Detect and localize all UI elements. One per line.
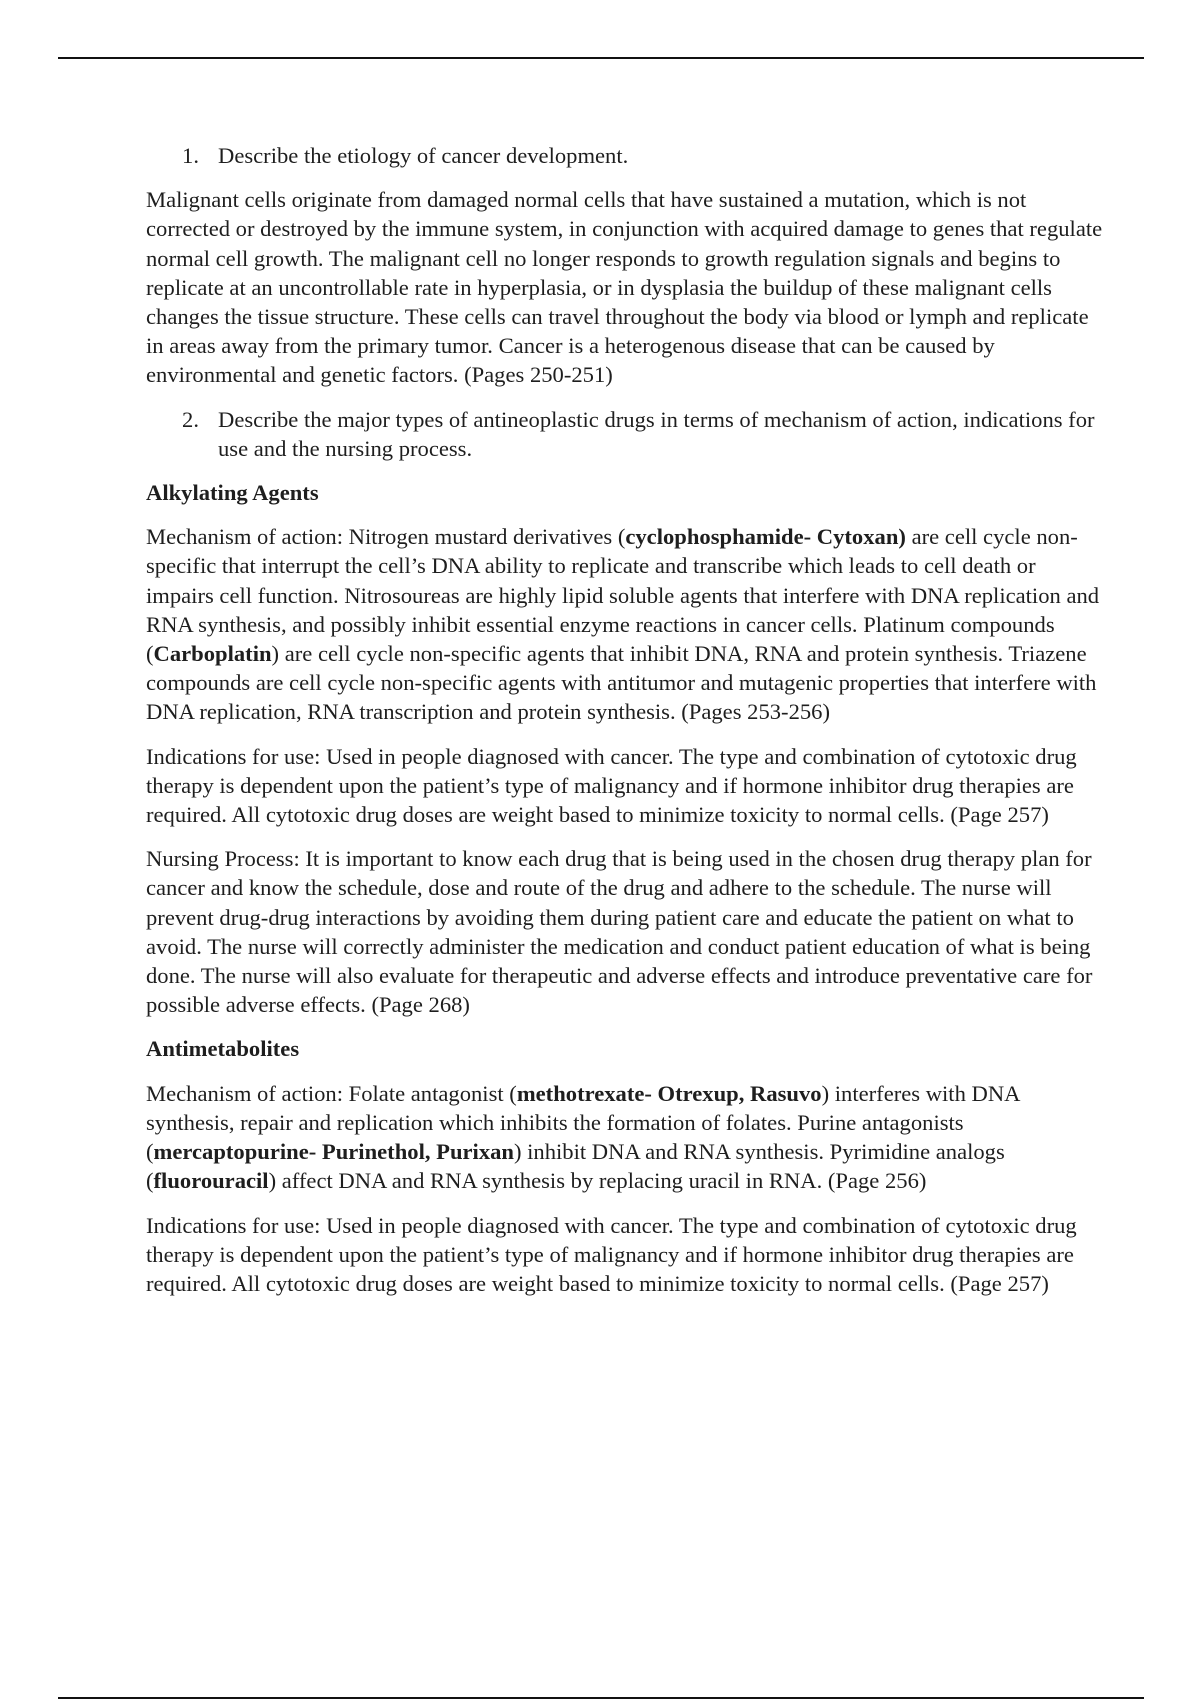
list-item-text: Describe the etiology of cancer development. (218, 143, 629, 168)
alkylating-heading: Alkylating Agents (146, 480, 319, 506)
mechanism-text: ) interferes with DNA synthesis, repair and replication which inhibits the formation of folates. Purine antagonists ( (146, 1080, 1020, 1165)
top-rule (58, 57, 1144, 59)
list-number: 2. (182, 406, 199, 432)
antimetabolites-mechanism-paragraph (146, 1079, 1106, 1196)
drug-name: methotrexate- Otrexup, Rasuvo (516, 1080, 822, 1106)
antimetabolites-heading: Antimetabolites (146, 1036, 300, 1062)
mechanism-text: Mechanism of action: Folate antagonist ( (146, 1080, 517, 1106)
mechanism-text: are cell cycle non-specific that interrupt the cell’s DNA ability to replicate and transcribe which leads to cell death or impairs cell function. Nitrosoureas are highly lipid soluble agents that interfere with DNA replication and RNA synthesis, and possibly inhibit essential enzyme reactions in cancer cells. Platinum compounds ( (146, 524, 1100, 667)
drug-name: fluorouracil (153, 1168, 269, 1194)
list-item-text: Describe the major types of antineoplastic drugs in terms of mechanism of action, indications for use and the nursing process. (218, 406, 1095, 461)
list-item-1 (146, 141, 1106, 170)
drug-name: mercaptopurine- Purinethol, Purixan (153, 1139, 514, 1165)
alkylating-mechanism-paragraph (146, 522, 1106, 726)
drug-name: Carboplatin (153, 641, 272, 667)
mechanism-text: Mechanism of action: Nitrogen mustard derivatives ( (146, 524, 626, 550)
mechanism-text: ) are cell cycle non-specific agents that inhibit DNA, RNA and protein synthesis. Triazene compounds are cell cycle non-specific agents with antitumor and mutagenic properties that interfere with DNA replication, RNA transcription and protein synthesis. (Pages 253-256) (146, 641, 1097, 725)
mechanism-text: ) affect DNA and RNA synthesis by replacing uracil in RNA. (Page 256) (268, 1168, 927, 1194)
alkylating-indications-paragraph: Indications for use: Used in people diagnosed with cancer. The type and combination of cytotoxic drug therapy is dependent upon the patient’s type of malignancy and if hormone inhibitor drug therapies are required. All cytotoxic drug doses are weight based to minimize toxicity to normal cells. (Page 257) (146, 743, 1077, 828)
drug-name: cyclophosphamide- Cytoxan) (625, 524, 906, 550)
bottom-rule (58, 1697, 1144, 1699)
list-number: 1. (182, 143, 199, 168)
alkylating-nursing-paragraph: Nursing Process: It is important to know each drug that is being used in the chosen drug therapy plan for cancer and know the schedule, dose and route of the drug and adhere to the schedule. The nurse will prevent drug-drug interactions by avoiding them during patient care and educate the patient on what to avoid. The nurse will correctly administer the medication and conduct patient education of what is being done. The nurse will also evaluate for therapeutic and adverse effects and introduce preventative care for possible adverse effects. (Page 268) (146, 846, 1093, 1018)
list-item-2 (146, 405, 1106, 463)
antimetabolites-indications-paragraph: Indications for use: Used in people diagnosed with cancer. The type and combination of cytotoxic drug therapy is dependent upon the patient’s type of malignancy and if hormone inhibitor drug therapies are required. All cytotoxic drug doses are weight based to minimize toxicity to normal cells. (Page 257) (146, 1212, 1077, 1296)
mechanism-text: ) inhibit DNA and RNA synthesis. Pyrimidine analogs ( (146, 1139, 1005, 1194)
document-body (146, 141, 1106, 1313)
etiology-paragraph: Malignant cells originate from damaged normal cells that have sustained a mutation, which is not corrected or destroyed by the immune system, in conjunction with acquired damage to genes that regulate normal cell growth. The malignant cell no longer responds to growth regulation signals and begins to replicate at an uncontrollable rate in hyperplasia, or in dysplasia the buildup of these malignant cells changes the tissue structure. These cells can travel throughout the body via blood or lymph and replicate in areas away from the primary tumor. Cancer is a heterogenous disease that can be caused by environmental and genetic factors. (Pages 250-251) (146, 187, 1103, 388)
